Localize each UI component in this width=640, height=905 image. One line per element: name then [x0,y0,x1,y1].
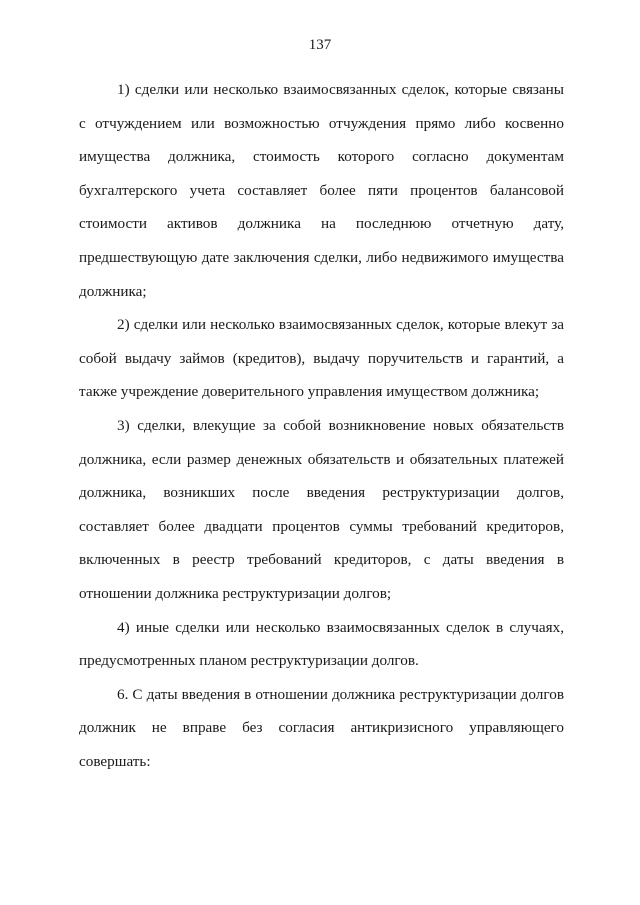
paragraph-section-6: 6. С даты введения в отношении должника реструктуризации долгов должник не вправе без согласия антикризисного управляющего совершать: [79,685,564,770]
page-number: 137 [308,37,332,53]
paragraph-item-2: 2) сделки или несколько взаимосвязанных сделок, которые влекут за собой выдачу займов (кредитов), выдачу поручительств и гарантий, а также учреждение доверительного управления имуществом должника; [79,316,564,401]
document-body [79,73,564,778]
paragraph-item-1: 1) сделки или несколько взаимосвязанных сделок, которые связаны с отчуждением или возможностью отчуждения прямо либо косвенно имущества должника, стоимость которого согласно документам бухгалтерского учета составляет более пяти процентов балансовой стоимости активов должника на последнюю отчетную дату, предшествующую дате заключения сделки, либо недвижимого имущества должника; [79,81,564,300]
paragraph-item-3: 3) сделки, влекущие за собой возникновение новых обязательств должника, если размер денежных обязательств и обязательных платежей должника, возникших после введения реструктуризации долгов, составляет более двадцати процентов суммы требований кредиторов, включенных в реестр требований кредиторов, с даты введения в отношении должника реструктуризации долгов; [79,416,564,602]
paragraph-item-4: 4) иные сделки или несколько взаимосвязанных сделок в случаях, предусмотренных планом реструктуризации долгов. [79,618,564,670]
